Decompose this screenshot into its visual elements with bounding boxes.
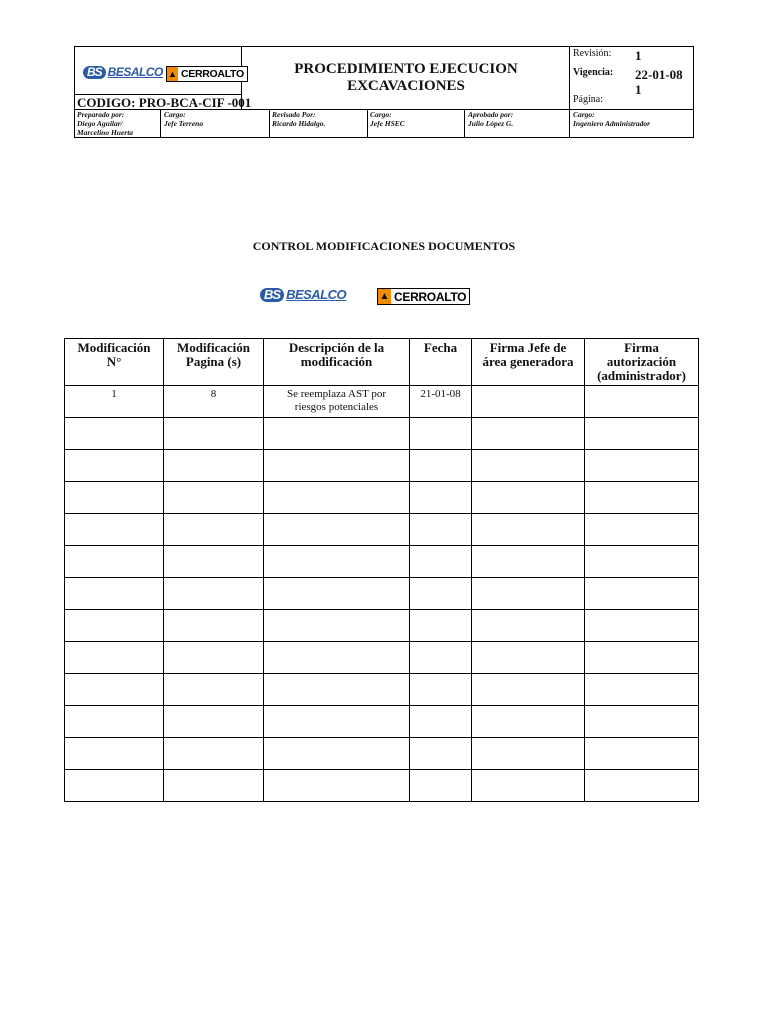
cell-pages: [164, 482, 264, 514]
table-row: [65, 546, 699, 578]
cell-description: [264, 770, 410, 802]
cell-description: Se reemplaza AST por riesgos potenciales: [264, 386, 410, 418]
table-row: [65, 482, 699, 514]
cell-firma-jefe: [472, 386, 585, 418]
cell-pages: [164, 642, 264, 674]
table-row: [65, 610, 699, 642]
cell-firma-jefe: [472, 514, 585, 546]
pagina-label: Página:: [573, 94, 603, 105]
cell-mod-no: [65, 514, 164, 546]
cell-fecha: [410, 514, 472, 546]
cerroalto-wordmark: CERROALTO: [181, 68, 244, 80]
cell-fecha: [410, 770, 472, 802]
cell-description: [264, 706, 410, 738]
cell-pages: [164, 770, 264, 802]
column-header-date: Fecha: [410, 339, 472, 386]
document-header: [74, 46, 694, 138]
cerroalto-logo: [377, 288, 470, 305]
cell-firma-jefe: [472, 674, 585, 706]
cell-fecha: [410, 642, 472, 674]
cell-fecha: [410, 738, 472, 770]
cell-firma-adm: [585, 706, 699, 738]
signature-value: Diego Aguilar/: [77, 119, 123, 128]
cell-pages: [164, 546, 264, 578]
cell-firma-jefe: [472, 578, 585, 610]
cell-fecha: [410, 546, 472, 578]
cell-pages: [164, 418, 264, 450]
cell-firma-jefe: [472, 546, 585, 578]
cell-mod-no: [65, 418, 164, 450]
signature-label: Aprobado por:: [468, 110, 514, 119]
cell-firma-adm: [585, 450, 699, 482]
cell-fecha: [410, 450, 472, 482]
besalco-logo: [260, 287, 346, 302]
modifications-table: [64, 338, 699, 802]
cell-fecha: [410, 418, 472, 450]
cell-firma-adm: [585, 514, 699, 546]
header-divider: [269, 109, 270, 138]
cell-firma-jefe: [472, 706, 585, 738]
besalco-wordmark: BESALCO: [107, 65, 163, 79]
cell-mod-no: [65, 738, 164, 770]
besalco-mark: BS: [260, 288, 284, 302]
cell-pages: [164, 738, 264, 770]
cell-mod-no: [65, 610, 164, 642]
cell-pages: [164, 514, 264, 546]
table-row: [65, 386, 699, 418]
cell-firma-adm: [585, 546, 699, 578]
cell-pages: [164, 450, 264, 482]
signature-label: Cargo:: [573, 110, 595, 119]
cell-fecha: 21-01-08: [410, 386, 472, 418]
signature-value: Jefe Terreno: [164, 119, 204, 128]
table-row: [65, 642, 699, 674]
table-row: [65, 706, 699, 738]
cell-description: [264, 610, 410, 642]
cerroalto-mark-icon: ▲: [379, 291, 390, 302]
cell-firma-jefe: [472, 738, 585, 770]
table-row: [65, 674, 699, 706]
cell-description: [264, 546, 410, 578]
besalco-wordmark: BESALCO: [286, 287, 347, 302]
cell-description: [264, 738, 410, 770]
cell-firma-jefe: [472, 482, 585, 514]
document-title-line-2: EXCAVACIONES: [347, 78, 465, 94]
cell-mod-no: [65, 578, 164, 610]
signature-value: Julio López G.: [468, 119, 514, 128]
column-header-pages: Modificación Pagina (s): [164, 339, 264, 386]
signature-cell: [164, 110, 203, 128]
cell-pages: 8: [164, 386, 264, 418]
cell-firma-adm: [585, 674, 699, 706]
cell-firma-jefe: [472, 450, 585, 482]
document-code: CODIGO: PRO-BCA-CIF -001: [77, 95, 252, 110]
table-header-row: [65, 339, 699, 386]
cerroalto-wordmark: CERROALTO: [394, 289, 467, 304]
section-title: CONTROL MODIFICACIONES DOCUMENTOS: [252, 239, 516, 253]
cell-firma-adm: [585, 418, 699, 450]
cell-firma-adm: [585, 386, 699, 418]
column-header-description: Descripción de la modificación: [264, 339, 410, 386]
cell-description: [264, 418, 410, 450]
cell-pages: [164, 674, 264, 706]
vigencia-label: Vigencia:: [573, 67, 614, 78]
cell-fecha: [410, 706, 472, 738]
signature-cell: [573, 110, 650, 128]
signature-cell: [370, 110, 405, 128]
document-title: [245, 61, 567, 95]
revision-value: 1: [635, 48, 642, 63]
signature-cell: [468, 110, 513, 128]
revision-label: Revisión:: [573, 48, 612, 59]
cell-firma-adm: [585, 738, 699, 770]
signature-cell: [272, 110, 325, 128]
table-row: [65, 418, 699, 450]
table-row: [65, 514, 699, 546]
cell-firma-adm: [585, 482, 699, 514]
column-header-firma-jefe: Firma Jefe de área generadora: [472, 339, 585, 386]
cell-mod-no: [65, 482, 164, 514]
header-divider: [464, 109, 465, 138]
cell-description: [264, 514, 410, 546]
cell-firma-jefe: [472, 770, 585, 802]
besalco-logo: [83, 65, 163, 79]
cell-firma-adm: [585, 578, 699, 610]
pagina-value: 1: [635, 82, 642, 97]
cell-mod-no: 1: [65, 386, 164, 418]
vigencia-value: 22-01-08: [635, 67, 683, 82]
table-row: [65, 578, 699, 610]
cell-firma-adm: [585, 642, 699, 674]
cell-description: [264, 674, 410, 706]
cell-mod-no: [65, 674, 164, 706]
cell-fecha: [410, 578, 472, 610]
besalco-mark: BS: [83, 66, 106, 79]
cell-description: [264, 642, 410, 674]
signature-value: Jefe HSEC: [370, 119, 405, 128]
column-header-firma-admin: Firma autorización (administrador): [585, 339, 699, 386]
cell-mod-no: [65, 546, 164, 578]
table-row: [65, 450, 699, 482]
cell-firma-jefe: [472, 610, 585, 642]
cell-mod-no: [65, 642, 164, 674]
signature-label: Preparado por:: [77, 110, 125, 119]
cell-firma-jefe: [472, 642, 585, 674]
signature-value: Ricardo Hidalgo.: [272, 119, 326, 128]
cerroalto-mark-icon: ▲: [168, 69, 177, 79]
signature-label: Cargo:: [164, 110, 186, 119]
header-divider: [569, 47, 570, 110]
header-divider: [160, 109, 161, 138]
cell-mod-no: [65, 770, 164, 802]
header-divider: [367, 109, 368, 138]
cell-pages: [164, 706, 264, 738]
signature-label: Cargo:: [370, 110, 392, 119]
cell-fecha: [410, 674, 472, 706]
cell-fecha: [410, 482, 472, 514]
cell-firma-adm: [585, 610, 699, 642]
signature-value: Marcelino Huerta: [77, 128, 134, 137]
document-title-line-1: PROCEDIMIENTO EJECUCION: [294, 61, 518, 77]
cell-description: [264, 450, 410, 482]
column-header-mod-no: Modificación N°: [65, 339, 164, 386]
cell-description: [264, 578, 410, 610]
cell-mod-no: [65, 450, 164, 482]
table-row: [65, 770, 699, 802]
cell-mod-no: [65, 706, 164, 738]
cell-pages: [164, 578, 264, 610]
signature-cell: [77, 110, 133, 137]
cerroalto-logo: [166, 66, 248, 82]
header-divider: [569, 109, 570, 138]
signature-label: Revisado Por:: [272, 110, 316, 119]
cell-fecha: [410, 610, 472, 642]
cell-firma-adm: [585, 770, 699, 802]
cell-pages: [164, 610, 264, 642]
cell-firma-jefe: [472, 418, 585, 450]
cell-description: [264, 482, 410, 514]
table-row: [65, 738, 699, 770]
signature-value: Ingeniero Administrador: [573, 119, 651, 128]
